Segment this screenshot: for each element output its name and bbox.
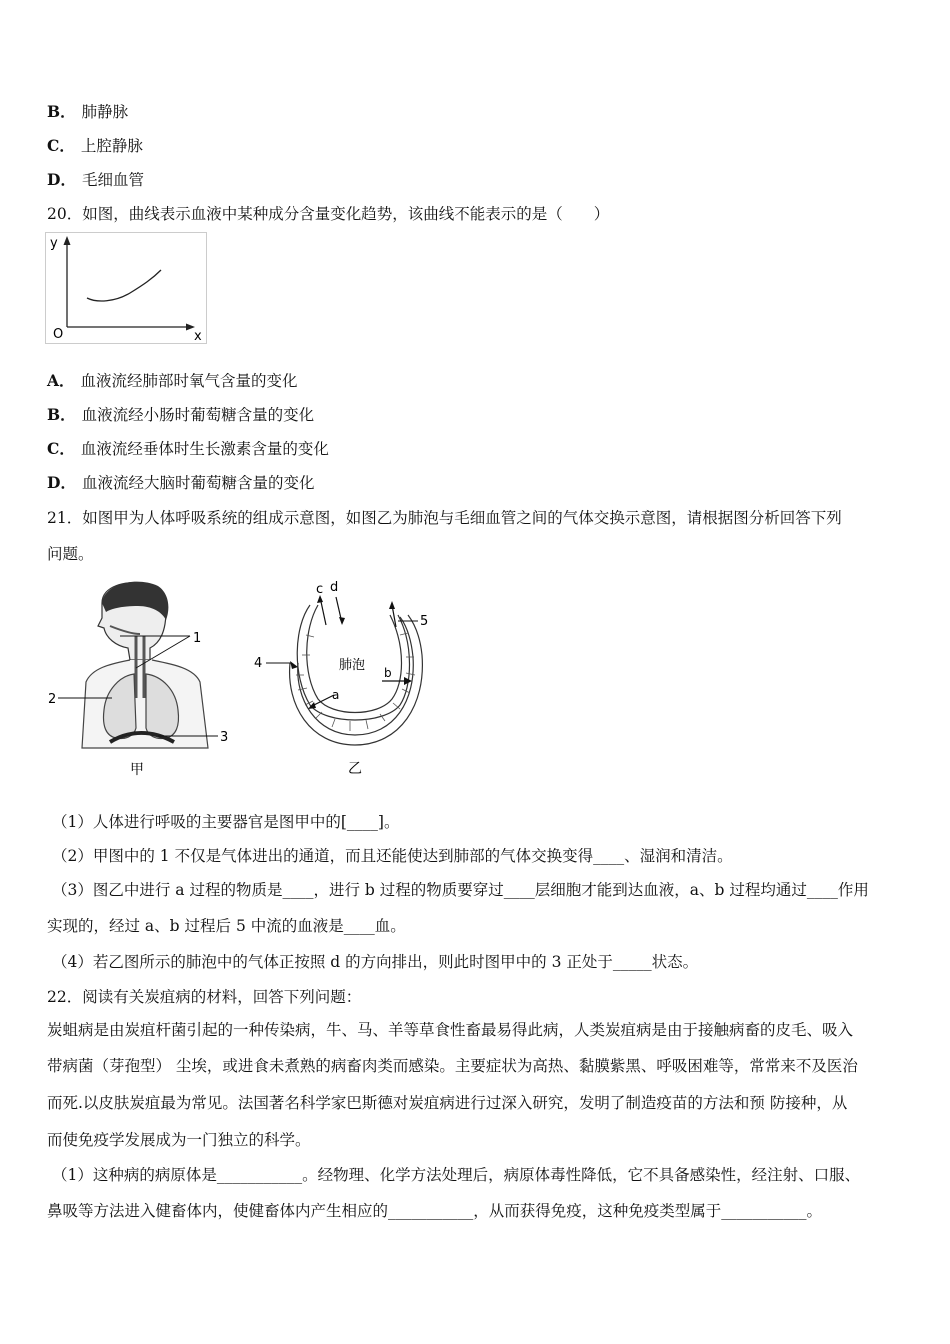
label-3: 3 <box>220 730 229 745</box>
q21-sub2: （2）甲图中的 1 不仅是气体进出的通道，而且还能使达到肺部的气体交换变得____、湿润和清洁。 <box>52 847 733 865</box>
trend-curve <box>87 270 161 301</box>
label-b: b <box>384 666 392 680</box>
q21-stem-line1: 21．如图甲为人体呼吸系统的组成示意图，如图乙为肺泡与毛细血管之间的气体交换示意图，请根据图分析回答下列 <box>47 509 842 527</box>
option-text: 血液流经肺部时氧气含量的变化 <box>80 372 298 390</box>
q21-sub4: （4）若乙图所示的肺泡中的气体正按照 d 的方向排出，则此时图甲中的 3 正处于_____状态。 <box>52 953 699 971</box>
q21-sub1: （1）人体进行呼吸的主要器官是图甲中的[____]。 <box>52 813 400 831</box>
option-letter: D． <box>47 473 76 492</box>
arrow-4-head <box>290 661 298 669</box>
q21-stem-line2: 问题。 <box>47 545 94 563</box>
label-2: 2 <box>48 692 57 707</box>
option-text: 毛细血管 <box>81 171 144 189</box>
label-a: a <box>332 688 340 702</box>
q19-option-c <box>47 136 143 156</box>
origin-label: O <box>53 327 64 342</box>
label-4: 4 <box>254 656 263 671</box>
q22-para-line1: 炭蛆病是由炭疽杆菌引起的一种传染病，牛、马、羊等草食性畜最易得此病，人类炭疽病是由于接触病畜的皮毛、吸入 <box>47 1021 854 1039</box>
label-5: 5 <box>420 614 429 629</box>
q20-stem: 20．如图，曲线表示血液中某种成分含量变化趋势，该曲线不能表示的是（ ） <box>47 205 610 223</box>
q20-option-a <box>47 371 298 391</box>
figure-yi-alveolus-capillary <box>250 575 450 780</box>
q20-option-d <box>47 473 314 493</box>
q20-option-b <box>47 405 314 425</box>
alveolus-label: 肺泡 <box>339 658 366 673</box>
label-d: d <box>330 580 339 595</box>
arrow-d-head <box>339 617 345 625</box>
y-axis-arrow <box>64 236 71 245</box>
label-c: c <box>316 582 324 597</box>
q20-option-c <box>47 439 329 459</box>
option-letter: D． <box>47 170 76 189</box>
option-letter: A． <box>47 371 75 390</box>
q19-option-b <box>47 102 128 122</box>
option-text: 血液流经垂体时生长激素含量的变化 <box>80 440 329 458</box>
q21-sub3-line1: （3）图乙中进行 a 过程的物质是____，进行 b 过程的物质要穿过____层细胞才能到达血液，a、b 过程均通过____作用 <box>52 881 869 899</box>
option-text: 血液流经大脑时葡萄糖含量的变化 <box>81 474 315 492</box>
figure-jia-respiratory-system <box>40 578 240 778</box>
q22-sub1-line1: （1）这种病的病原体是___________。经物理、化学方法处理后，病原体毒性降低，它不具备感染性，经注射、口服、 <box>52 1166 861 1184</box>
option-letter: B． <box>47 102 76 121</box>
q22-stem: 22．阅读有关炭疽病的材料，回答下列问题： <box>47 988 362 1006</box>
arrow-5-head <box>389 601 395 609</box>
option-letter: C． <box>47 136 75 155</box>
option-text: 肺静脉 <box>81 103 129 121</box>
capillary-inner <box>298 617 414 735</box>
y-axis-label: y <box>50 236 58 251</box>
option-letter: B． <box>47 405 76 424</box>
q22-para-line2: 带病菌（芽孢型） 尘埃，或进食未煮熟的病畜肉类而感染。主要症状为高热、黏膜紫黑、呼吸困难等，常常来不及医治 <box>47 1057 858 1075</box>
option-text: 上腔静脉 <box>80 137 143 155</box>
option-text: 血液流经小肠时葡萄糖含量的变化 <box>81 406 315 424</box>
q22-para-line3: 而死.以皮肤炭疽最为常见。法国著名科学家巴斯德对炭疽病进行过深入研究，发明了制造疫苗的方法和预 防接种，从 <box>47 1094 848 1112</box>
caption-jia: 甲 <box>130 762 144 778</box>
caption-yi: 乙 <box>348 761 362 777</box>
q20-curve-graph <box>45 232 210 346</box>
q22-sub1-line2: 鼻吸等方法进入健畜体内，使健畜体内产生相应的___________，从而获得免疫，这种免疫类型属于___________。 <box>47 1202 823 1220</box>
label-1: 1 <box>193 631 202 646</box>
q22-para-line4: 而使免疫学发展成为一门独立的科学。 <box>47 1131 311 1149</box>
q21-sub3-line2: 实现的，经过 a、b 过程后 5 中流的血液是____血。 <box>47 917 406 935</box>
option-letter: C． <box>47 439 75 458</box>
q19-option-d <box>47 170 144 190</box>
x-axis-label: x <box>194 329 202 344</box>
